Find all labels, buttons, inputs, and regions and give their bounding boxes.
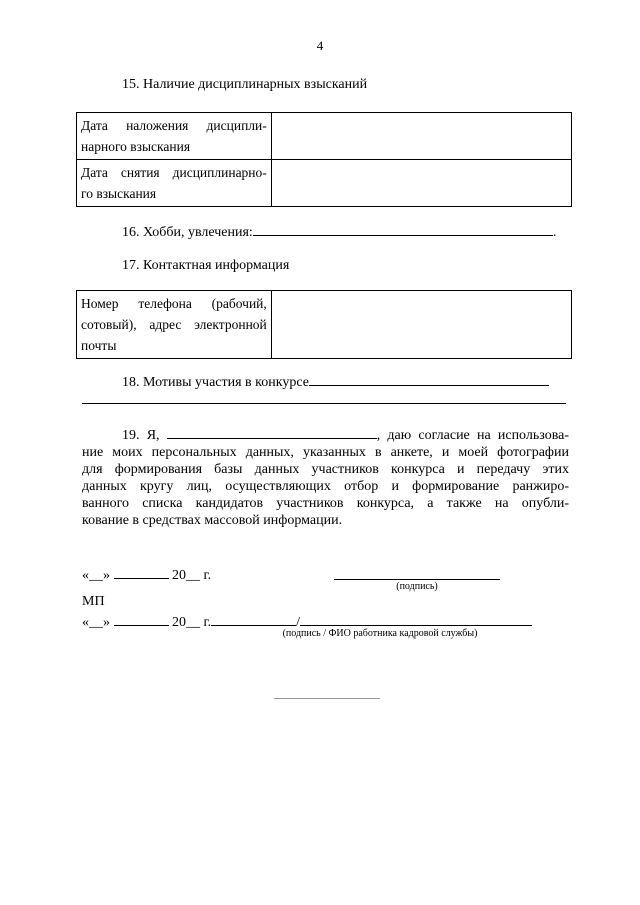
signature-line[interactable] [334, 579, 500, 580]
consent-line [82, 425, 569, 444]
consent-paragraph [82, 425, 569, 529]
hr-name-field[interactable] [300, 612, 532, 626]
consent-line: ние моих персональных данных, указанных в анкете, и моей фотографии [82, 445, 569, 460]
date-month-field[interactable] [114, 565, 169, 579]
label-line: Дата наложения дисципли- [81, 118, 267, 133]
contact-field[interactable] [271, 291, 571, 359]
separator: / [296, 615, 301, 630]
motives-label: 18. Мотивы участия в конкурсе [122, 375, 309, 390]
contact-table [76, 290, 572, 359]
removal-date-label [77, 160, 272, 207]
motives-field[interactable] [309, 372, 549, 386]
table-row [77, 291, 572, 359]
consent-line: ванного списка кандидатов участников конкурса, а также на опубли- [82, 496, 569, 511]
hr-signature-caption: (подпись / ФИО работника кадровой службы) [282, 628, 478, 639]
section-17-heading: 17. Контактная информация [122, 258, 290, 273]
hobby-field[interactable] [253, 222, 553, 236]
label-line: почты [81, 338, 117, 353]
hobby-end: . [552, 225, 557, 240]
signature-caption: (подпись) [396, 581, 438, 592]
consent-line: кование в средствах массовой информации. [82, 513, 343, 528]
date-day-field[interactable]: «__» [82, 568, 110, 583]
consent-line: данных кругу лиц, осуществляющих отбор и формирование ранжиро- [82, 479, 569, 494]
date-year-field[interactable]: 20__ г. [172, 568, 212, 583]
removal-date-field[interactable] [271, 160, 571, 207]
stamp-label: МП [82, 594, 105, 609]
hr-signature-field[interactable] [211, 612, 296, 626]
label-line: сотовый), адрес электронной [81, 317, 267, 332]
date-month-field[interactable] [114, 612, 169, 626]
signature-date-1 [82, 565, 211, 584]
label-line: нарного взыскания [81, 139, 191, 154]
date-day-field[interactable]: «__» [82, 615, 110, 630]
page-number: 4 [316, 38, 324, 53]
table-row [77, 113, 572, 160]
bottom-divider [274, 698, 380, 699]
section-15-heading: 15. Наличие дисциплинарных взысканий [122, 77, 368, 92]
hobby-label: 16. Хобби, увлечения: [122, 225, 253, 240]
consent-line: для формирования базы данных участников конкурса и передачу этих [82, 462, 569, 477]
section-16 [122, 222, 556, 241]
motives-field-continuation[interactable] [82, 403, 566, 404]
consent-prefix: 19. Я, [122, 428, 160, 443]
date-year-field[interactable]: 20__ г. [172, 615, 212, 630]
label-line: го взыскания [81, 186, 157, 201]
disciplinary-table [76, 112, 572, 207]
contact-label [77, 291, 272, 359]
imposition-date-field[interactable] [271, 113, 571, 160]
imposition-date-label [77, 113, 272, 160]
consent-line1-rest: , даю согласие на использова- [376, 428, 569, 443]
label-line: Дата снятия дисциплинарно- [81, 165, 267, 180]
consent-name-field[interactable] [167, 425, 377, 439]
label-line: Номер телефона (рабочий, [81, 296, 267, 311]
section-18 [122, 372, 549, 391]
table-row [77, 160, 572, 207]
